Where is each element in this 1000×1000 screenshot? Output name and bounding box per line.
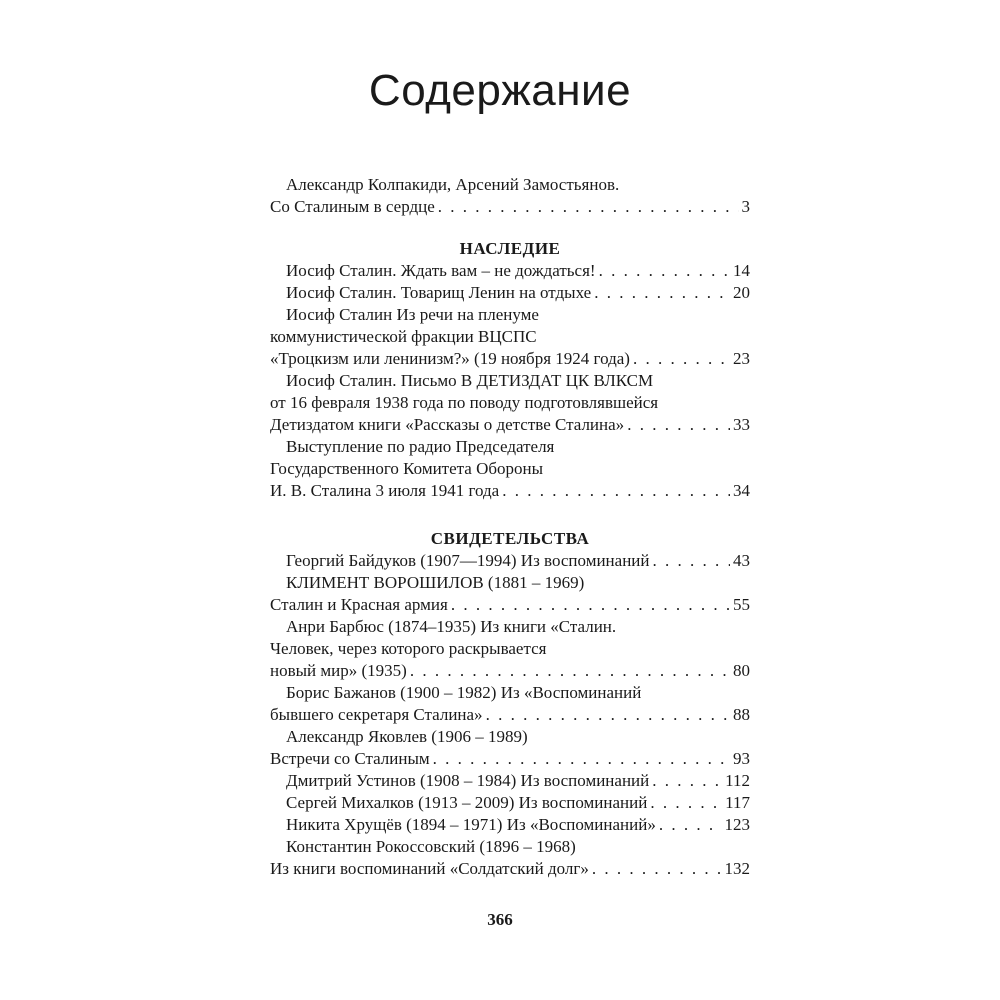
table-of-contents [270, 174, 750, 880]
toc-page-ref: 55 [733, 595, 750, 614]
toc-entry-line[interactable] [270, 196, 750, 218]
toc-entry-line [270, 770, 750, 792]
toc-entry-text: Иосиф Сталин. Письмо В ДЕТИЗДАТ ЦК ВЛКСМ [286, 371, 654, 390]
toc-entry-line [270, 572, 750, 594]
toc-page-ref: 132 [724, 859, 750, 878]
toc-entry-text: Детиздатом книги «Рассказы о детстве Сталина» [270, 415, 625, 434]
toc-entry-line [270, 616, 750, 638]
dot-leader [659, 814, 722, 836]
page-number: 366 [487, 910, 513, 929]
toc-entry-text: Иосиф Сталин. Ждать вам – не дождаться! [286, 261, 596, 280]
toc-entry-line [270, 260, 750, 282]
toc-entry-line [270, 682, 750, 704]
toc-entry[interactable] [270, 726, 750, 770]
toc-page-ref: 14 [733, 261, 750, 280]
page-title: Содержание [368, 66, 632, 115]
toc-entry-text: Государственного Комитета Обороны [270, 459, 544, 478]
dot-leader [633, 348, 730, 370]
dot-leader [594, 282, 730, 304]
toc-entry[interactable] [270, 370, 750, 436]
toc-entry-line [270, 282, 750, 304]
toc-entry-text: КЛИМЕНТ ВОРОШИЛОВ (1881 – 1969) [286, 573, 585, 592]
toc-page-ref: 117 [725, 793, 750, 812]
dot-leader [433, 748, 730, 770]
toc-page-ref: 23 [733, 349, 750, 368]
toc-entry-text: Выступление по радио Председателя [286, 437, 555, 456]
dot-leader [451, 594, 730, 616]
toc-entry-text: от 16 февраля 1938 года по поводу подготовлявшейся [270, 393, 659, 412]
toc-entry-line [270, 436, 750, 458]
toc-entry[interactable] [270, 792, 750, 814]
toc-entry-text: Сталин и Красная армия [270, 595, 448, 614]
toc-entry[interactable] [270, 682, 750, 726]
section-heading: СВИДЕТЕЛЬСТВА [430, 529, 590, 548]
toc-page-ref: 34 [733, 481, 750, 500]
toc-entry-line [270, 594, 750, 616]
toc-entry-line [270, 414, 750, 436]
toc-entry[interactable] [270, 550, 750, 572]
toc-entry-text: Иосиф Сталин Из речи на пленуме [286, 305, 539, 324]
toc-entry-line [270, 174, 750, 196]
toc-entry-text: Александр Колпакиди, Арсений Замостьянов. [286, 175, 620, 194]
toc-entry-line [270, 660, 750, 682]
toc-entry-text: И. В. Сталина 3 июля 1941 года [270, 481, 500, 500]
toc-page-ref: 112 [725, 771, 750, 790]
toc-entry-line [270, 480, 750, 502]
toc-entry-line [270, 304, 750, 326]
toc-entry-text: Дмитрий Устинов (1908 – 1984) Из воспоминаний [286, 771, 650, 790]
toc-entry[interactable] [270, 836, 750, 880]
toc-entry-line [270, 858, 750, 880]
toc-entry[interactable] [270, 770, 750, 792]
section-heading: НАСЛЕДИЕ [459, 239, 561, 258]
toc-entry-text: Из книги воспоминаний «Солдатский долг» [270, 859, 589, 878]
toc-entry-line [270, 370, 750, 392]
toc-entry-line [270, 792, 750, 814]
toc-entry-text: Анри Барбюс (1874–1935) Из книги «Сталин. [286, 617, 617, 636]
toc-entry-line [270, 704, 750, 726]
dot-leader [652, 770, 722, 792]
dot-leader [502, 480, 730, 502]
toc-entry-text: бывшего секретаря Сталина» [270, 705, 483, 724]
toc-entry[interactable] [270, 260, 750, 282]
toc-entry[interactable] [270, 304, 750, 370]
toc-entry-line [270, 326, 750, 348]
dot-leader [650, 792, 722, 814]
toc-page-ref: 33 [733, 415, 750, 434]
toc-page-ref: 80 [733, 661, 750, 680]
toc-entry[interactable] [270, 436, 750, 502]
toc-entry-line [270, 348, 750, 370]
toc-entry-text: Человек, через которого раскрывается [270, 639, 547, 658]
toc-entry-text: Иосиф Сталин. Товарищ Ленин на отдыхе [286, 283, 592, 302]
toc-entry-text: Встречи со Сталиным [270, 749, 430, 768]
toc-entry-text: «Троцкизм или ленинизм?» (19 ноября 1924 года) [270, 349, 630, 368]
toc-entry-text: Со Сталиным в сердце [270, 197, 435, 216]
toc-entry-line [270, 836, 750, 858]
dot-leader [592, 858, 722, 880]
toc-entry-line [270, 550, 750, 572]
dot-leader [486, 704, 730, 726]
toc-entry-text: коммунистической фракции ВЦСПС [270, 327, 537, 346]
toc-entry-line [270, 726, 750, 748]
dot-leader [652, 550, 730, 572]
dot-leader [627, 414, 730, 436]
toc-entry[interactable] [270, 616, 750, 682]
toc-entry[interactable] [270, 572, 750, 616]
toc-entry-line [270, 392, 750, 414]
toc-page-ref: 123 [724, 815, 750, 834]
toc-entry-line [270, 458, 750, 480]
toc-entry[interactable] [270, 282, 750, 304]
toc-entry-text: Константин Рокоссовский (1896 – 1968) [286, 837, 576, 856]
toc-entry-line [270, 814, 750, 836]
toc-entry-text: новый мир» (1935) [270, 661, 407, 680]
toc-entry-text: Борис Бажанов (1900 – 1982) Из «Воспоминаний [286, 683, 642, 702]
toc-page-ref: 3 [741, 197, 750, 216]
toc-page-ref: 93 [733, 749, 750, 768]
toc-page-ref: 88 [733, 705, 750, 724]
dot-leader [438, 196, 739, 218]
toc-entry-text: Александр Яковлев (1906 – 1989) [286, 727, 528, 746]
toc-entry-text: Никита Хрущёв (1894 – 1971) Из «Воспоминаний» [286, 815, 656, 834]
toc-entry-line [270, 748, 750, 770]
toc-entry[interactable] [270, 814, 750, 836]
dot-leader [599, 260, 730, 282]
toc-page-ref: 43 [733, 551, 750, 570]
toc-entry-text: Сергей Михалков (1913 – 2009) Из воспоминаний [286, 793, 648, 812]
toc-entry-line [270, 638, 750, 660]
dot-leader [410, 660, 730, 682]
toc-entry-text: Георгий Байдуков (1907—1994) Из воспоминаний [286, 551, 650, 570]
toc-page-ref: 20 [733, 283, 750, 302]
